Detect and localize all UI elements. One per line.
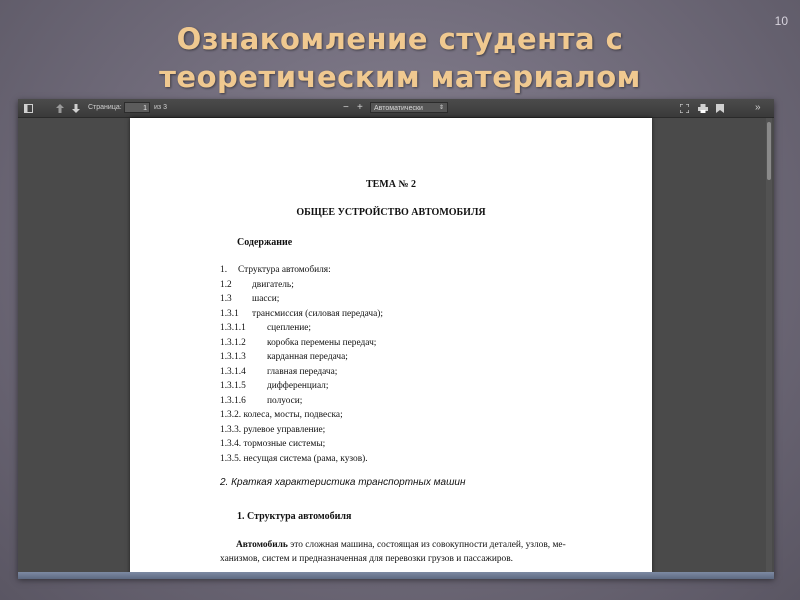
toc-item bbox=[220, 452, 520, 467]
toc-item bbox=[220, 321, 520, 336]
toc-text: 1.3.4. тормозные системы; bbox=[220, 439, 326, 449]
zoom-in-button[interactable]: + bbox=[357, 102, 363, 113]
toc-text: 1.3.3. рулевое управление; bbox=[220, 424, 326, 435]
toc-item bbox=[220, 350, 520, 365]
zoom-out-button[interactable]: − bbox=[343, 102, 349, 113]
sidebar-toggle-icon[interactable] bbox=[24, 99, 33, 117]
paragraph-line-2: ханизмов, систем и предназначенная для перевозки грузов и пассажиров. bbox=[220, 554, 513, 564]
toc-number: 1.3.1.5 bbox=[220, 381, 246, 391]
zoom-select[interactable] bbox=[370, 102, 448, 113]
document-topic: ТЕМА № 2 bbox=[365, 179, 417, 190]
document-heading: ОБЩЕЕ УСТРОЙСТВО АВТОМОБИЛЯ bbox=[296, 207, 486, 218]
more-tools-icon[interactable]: » bbox=[755, 102, 761, 113]
toc-italic-item: 2. Краткая характеристика транспортных машин bbox=[220, 477, 466, 488]
toc-item bbox=[220, 423, 520, 438]
toc-item bbox=[220, 394, 520, 409]
slide-title-line-2: теоретическим материалом bbox=[159, 60, 641, 94]
toc-number: 1.3.1.3 bbox=[220, 352, 246, 362]
paragraph-term: Автомобиль bbox=[236, 540, 288, 550]
toc-item bbox=[220, 336, 520, 351]
slide-title-line-1: Ознакомление студента с bbox=[176, 22, 624, 56]
vertical-scrollbar[interactable] bbox=[766, 118, 772, 574]
toc-number: 1.2 bbox=[220, 279, 232, 290]
toc-text: полуоси; bbox=[267, 395, 303, 406]
toc-text: главная передача; bbox=[267, 366, 338, 377]
toc-text: шасси; bbox=[252, 294, 280, 304]
paragraph-line-1: это сложная машина, состоящая из совокупности деталей, узлов, ме- bbox=[287, 540, 566, 550]
viewer-toolbar bbox=[18, 99, 774, 118]
bookmark-icon[interactable] bbox=[716, 99, 724, 117]
pdf-viewer bbox=[18, 99, 774, 578]
toc-text: коробка перемены передач; bbox=[267, 337, 377, 348]
page-total: из 3 bbox=[154, 104, 167, 111]
toc-item bbox=[220, 307, 520, 322]
previous-page-icon[interactable] bbox=[56, 99, 64, 117]
slide-title bbox=[0, 20, 800, 96]
document-page bbox=[130, 118, 652, 578]
page-label: Страница: bbox=[88, 104, 122, 111]
toc-item bbox=[220, 408, 520, 423]
scrollbar-thumb[interactable] bbox=[767, 122, 771, 180]
toc-number: 1.3.1 bbox=[220, 308, 239, 319]
table-of-contents bbox=[220, 263, 520, 466]
body-paragraph bbox=[220, 538, 620, 566]
taskbar-strip bbox=[18, 572, 774, 579]
toc-number: 1. bbox=[220, 265, 228, 275]
toc-number: 1.3.1.4 bbox=[220, 366, 246, 377]
toc-text: дифференциал; bbox=[267, 381, 329, 391]
slide-number: 10 bbox=[774, 14, 788, 28]
page-number-input[interactable]: 1 bbox=[124, 102, 150, 113]
toc-text: сцепление; bbox=[267, 323, 311, 333]
toc-number: 1.3.1.6 bbox=[220, 395, 246, 406]
toc-text: двигатель; bbox=[252, 279, 294, 290]
print-icon[interactable] bbox=[698, 99, 708, 117]
toc-number: 1.3.1.1 bbox=[220, 323, 246, 333]
toc-item bbox=[220, 379, 520, 394]
toc-text: 1.3.5. несущая система (рама, кузов). bbox=[220, 453, 368, 464]
fullscreen-icon[interactable] bbox=[680, 99, 689, 117]
toc-item bbox=[220, 292, 520, 307]
toc-text: карданная передача; bbox=[267, 352, 348, 362]
toc-text: трансмиссия (силовая передача); bbox=[252, 308, 384, 319]
toc-text: Структура автомобиля: bbox=[238, 265, 331, 275]
toc-number: 1.3 bbox=[220, 294, 232, 304]
toc-item bbox=[220, 437, 520, 452]
section-heading: 1. Структура автомобиля bbox=[237, 511, 352, 522]
chevron-updown-icon: ⇕ bbox=[438, 105, 444, 111]
toc-text: 1.3.2. колеса, мосты, подвеска; bbox=[220, 410, 343, 420]
toc-item bbox=[220, 278, 520, 293]
toc-item bbox=[220, 365, 520, 380]
toc-number: 1.3.1.2 bbox=[220, 337, 246, 348]
zoom-select-value: Автоматически bbox=[374, 105, 423, 112]
contents-title: Содержание bbox=[237, 237, 293, 248]
toc-item bbox=[220, 263, 520, 278]
next-page-icon[interactable] bbox=[72, 99, 80, 117]
